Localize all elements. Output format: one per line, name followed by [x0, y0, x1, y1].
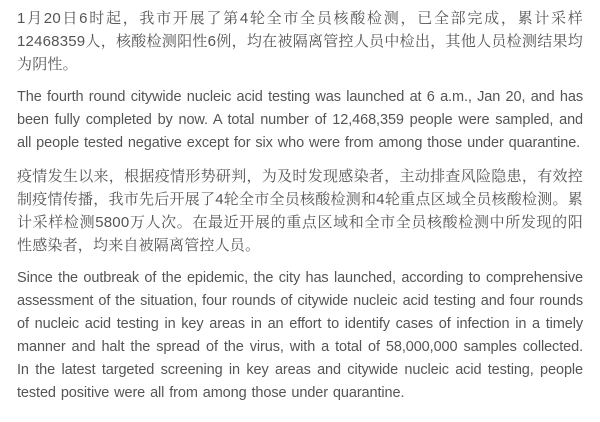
paragraph-chinese-round4-announcement: 1月20日6时起，我市开展了第4轮全市全员核酸检测，已全部完成，累计采样12468359人，核酸检测阳性6例，均在被隔离管控人员中检出，其他人员检测结果均为阴性。: [17, 10, 583, 73]
paragraph-english-outbreak-summary: Since the outbreak of the epidemic, the city has launched, according to comprehensive assessment of the situation, four rounds of citywide nucleic acid testing and four rounds of nucleic acid testing in key areas in an effort to identify cases of infection in a timely manner and halt the spread of the virus, with a total of 58,000,000 samples collected. In the latest targeted screening in key areas and citywide nucleic acid testing, people tested positive were all from among those under quarantine.: [17, 270, 583, 401]
paragraph-english-round4-announcement: The fourth round citywide nucleic acid testing was launched at 6 a.m., Jan 20, and has been fully completed by now. A total number of 12,468,359 people were sampled, and all people tested negative except for six who were from among those under quarantine.: [17, 89, 583, 151]
paragraph-chinese-outbreak-summary: 疫情发生以来，根据疫情形势研判，为及时发现感染者，主动排查风险隐患，有效控制疫情传播，我市先后开展了4轮全市全员核酸检测和4轮重点区域全员核酸检测。累计采样检测5800万人次。在最近开展的重点区域和全市全员核酸检测中所发现的阳性感染者，均来自被隔离管控人员。: [17, 168, 583, 254]
